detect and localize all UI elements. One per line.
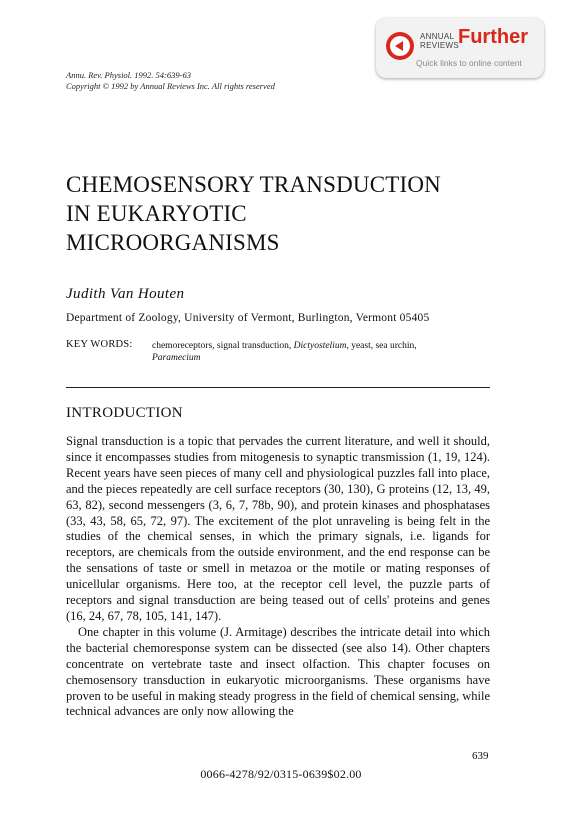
- footer-code: 0066-4278/92/0315-0639$02.00: [200, 767, 362, 781]
- title-line-1: CHEMOSENSORY TRANSDUCTION: [66, 172, 441, 197]
- citation-line-1: Annu. Rev. Physiol. 1992. 54:639-63: [66, 70, 191, 80]
- badge-further-label: Further: [458, 26, 528, 48]
- section-divider: [66, 387, 490, 388]
- section-heading: INTRODUCTION: [66, 405, 183, 421]
- article-title: [66, 170, 441, 257]
- keywords-label: KEY WORDS:: [66, 339, 133, 350]
- arrow-left-circle-icon: [386, 32, 414, 60]
- title-line-2: IN EUKARYOTIC: [66, 201, 247, 226]
- annual-reviews-further-badge[interactable]: [376, 18, 544, 78]
- paragraph: Signal transduction is a topic that pervades the current literature, and well it should, since it encompasses studies from mitogenesis to synaptic transmission (1, 19, 124). Recent years have seen pieces of many cell and physiological puzzles fall into place, and the pieces repeatedly are cell surface receptors (30, 130), G proteins (12, 13, 49, 63, 82), second messengers (3, 6, 7, 78b, 90), and protein kinases and phosphatases (33, 43, 58, 65, 72, 97). The excitement of the plot unraveling is being felt in the studies of the chemical senses, in which the primary signals, i.e. ligands for receptors, are chemicals from the outside environment, and the end response can be the sensations of taste or smell in metazoa or the motile or mating responses of unicellular organisms. Here too, at the receptor cell level, the puzzle parts of receptors and signal transduction are being teased out of cells' proteins and genes (16, 24, 67, 78, 105, 141, 147).: [66, 434, 490, 623]
- body-text: [66, 434, 490, 720]
- page-number: 639: [472, 750, 489, 762]
- badge-subtitle: Quick links to online content: [416, 58, 522, 68]
- badge-annual-reviews-label: ANNUAL REVIEWS: [420, 32, 459, 50]
- author-affiliation: Department of Zoology, University of Vermont, Burlington, Vermont 05405: [66, 312, 430, 324]
- paragraph: One chapter in this volume (J. Armitage) describes the intricate detail into which the bacterial chemoresponse system can be dissected (see also 14). Other chapters concentrate on vertebrate taste and insect olfaction. This chapter focuses on chemosensory transduction in eukaryotic microorganisms. These organisms have proven to be useful in making steady progress in the field of chemical sensing, while technical advances are only now allowing the: [66, 624, 490, 719]
- citation-line-2: Copyright © 1992 by Annual Reviews Inc. All rights reserved: [66, 81, 275, 91]
- journal-citation: [66, 70, 275, 92]
- keywords-list: chemoreceptors, signal transduction, Dictyostelium, yeast, sea urchin, Paramecium: [152, 341, 417, 363]
- title-line-3: MICROORGANISMS: [66, 230, 280, 255]
- author-name: Judith Van Houten: [66, 286, 185, 302]
